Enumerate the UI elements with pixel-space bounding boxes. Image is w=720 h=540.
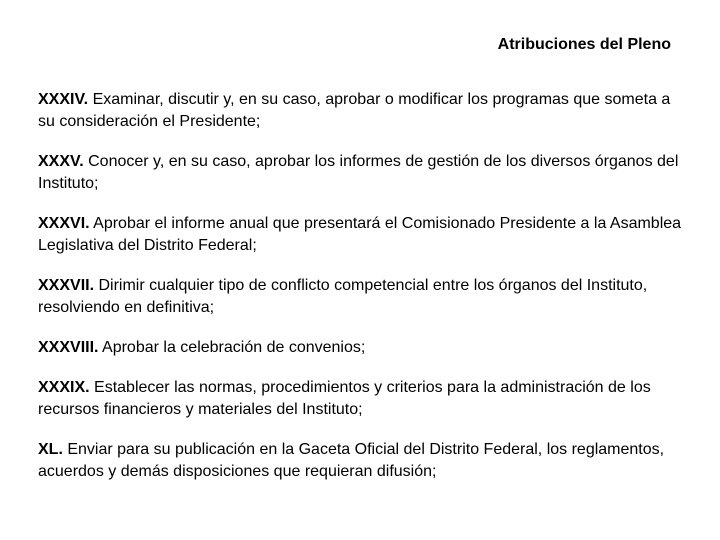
item-text: Examinar, discutir y, en su caso, aprobar o modificar los programas que someta a su consideración el Presidente;	[38, 91, 671, 130]
item-text: Dirimir cualquier tipo de conflicto competencial entre los órganos del Instituto, resolviendo en definitiva;	[38, 277, 648, 316]
item-text: Aprobar el informe anual que presentará el Comisionado Presidente a la Asamblea Legislativa del Distrito Federal;	[38, 215, 682, 254]
item-text: Conocer y, en su caso, aprobar los informes de gestión de los diversos órganos del Instituto;	[38, 153, 679, 192]
item-numeral: XL.	[38, 441, 63, 458]
item-numeral: XXXVIII.	[38, 339, 99, 356]
list-item	[38, 377, 688, 421]
item-numeral: XXXVI.	[38, 215, 90, 232]
item-text: Establecer las normas, procedimientos y criterios para la administración de los recursos financieros y materiales del Instituto;	[38, 379, 651, 418]
attributions-list	[38, 89, 688, 501]
item-numeral: XXXVII.	[38, 277, 95, 294]
list-item	[38, 151, 688, 195]
item-text: Aprobar la celebración de convenios;	[102, 339, 366, 356]
page-title: Atribuciones del Pleno	[497, 36, 671, 53]
list-item	[38, 275, 688, 319]
list-item	[38, 89, 688, 133]
item-numeral: XXXIX.	[38, 379, 90, 396]
list-item	[38, 213, 688, 257]
item-numeral: XXXIV.	[38, 91, 89, 108]
list-item	[38, 337, 688, 359]
item-text: Enviar para su publicación en la Gaceta Oficial del Distrito Federal, los reglamentos, acuerdos y demás disposiciones que requieran difusión;	[38, 441, 665, 480]
item-numeral: XXXV.	[38, 153, 84, 170]
list-item	[38, 439, 688, 483]
